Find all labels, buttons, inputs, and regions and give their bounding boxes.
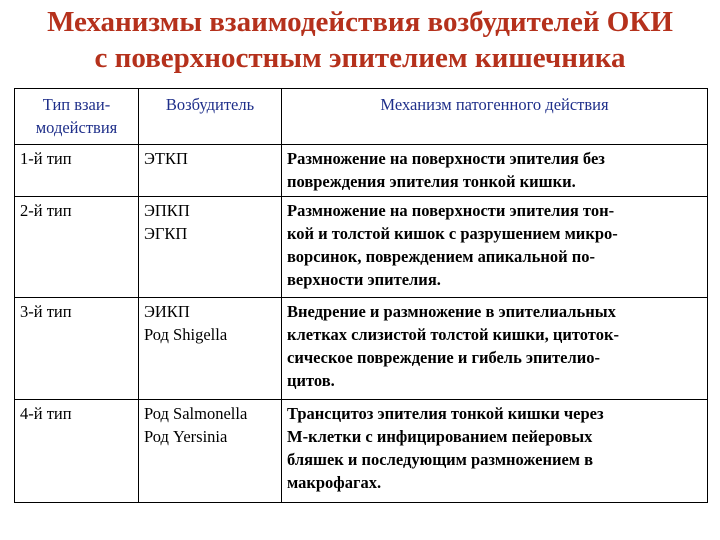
mechanism-line: бляшек и последующим размножением в xyxy=(287,450,594,469)
mechanism-line: кой и толстой кишок с разрушением микро- xyxy=(287,224,618,243)
table-row xyxy=(15,197,708,298)
row-pathogens xyxy=(139,400,282,503)
header-pathogen: Возбудитель xyxy=(139,89,282,145)
row-pathogens xyxy=(139,145,282,197)
pathogen-name: Род Yersinia xyxy=(144,427,228,446)
mechanism-line: макрофагах. xyxy=(287,473,382,492)
pathogen-name: ЭПКП xyxy=(144,201,190,220)
pathogen-name: ЭИКП xyxy=(144,302,190,321)
pathogen-name: ЭГКП xyxy=(144,224,188,243)
row-mechanism xyxy=(282,298,708,400)
mechanism-line: верхности эпителия. xyxy=(287,270,441,289)
mechanism-line: ворсинок, повреждением апикальной по- xyxy=(287,247,595,266)
table-row xyxy=(15,400,708,503)
row-type: 1-й тип xyxy=(15,145,139,197)
header-type: Тип взаи- модействия xyxy=(15,89,139,145)
mechanism-line: М-клетки с инфицированием пейеровых xyxy=(287,427,593,446)
mechanism-line: сическое повреждение и гибель эпителио- xyxy=(287,348,601,367)
row-mechanism xyxy=(282,197,708,298)
header-mechanism: Механизм патогенного действия xyxy=(282,89,708,145)
mechanism-line: Трансцитоз эпителия тонкой кишки через xyxy=(287,404,604,423)
mechanism-line: Размножение на поверхности эпителия без xyxy=(287,149,605,168)
pathogen-name: Род Shigella xyxy=(144,325,228,344)
row-type: 2-й тип xyxy=(15,197,139,298)
pathogen-name: Род Salmonella xyxy=(144,404,248,423)
table-row xyxy=(15,145,708,197)
pathogen-name: ЭТКП xyxy=(144,149,188,168)
row-type: 3-й тип xyxy=(15,298,139,400)
mechanism-line: цитов. xyxy=(287,371,335,390)
title-line-1: Механизмы взаимодействия возбудителей ОКИ xyxy=(47,6,673,38)
table-header-row xyxy=(15,89,708,145)
row-pathogens xyxy=(139,197,282,298)
row-mechanism xyxy=(282,145,708,197)
row-mechanism xyxy=(282,400,708,503)
pathogen-mechanism-table xyxy=(14,88,708,503)
table-row xyxy=(15,298,708,400)
mechanism-line: Размножение на поверхности эпителия тон- xyxy=(287,201,615,220)
mechanism-line: повреждения эпителия тонкой кишки. xyxy=(287,172,576,191)
title-line-2: с поверхностным эпителием кишечника xyxy=(94,42,626,74)
row-pathogens xyxy=(139,298,282,400)
slide-title xyxy=(0,4,720,76)
mechanism-line: Внедрение и размножение в эпителиальных xyxy=(287,302,616,321)
row-type: 4-й тип xyxy=(15,400,139,503)
mechanism-line: клетках слизистой толстой кишки, цитоток- xyxy=(287,325,619,344)
